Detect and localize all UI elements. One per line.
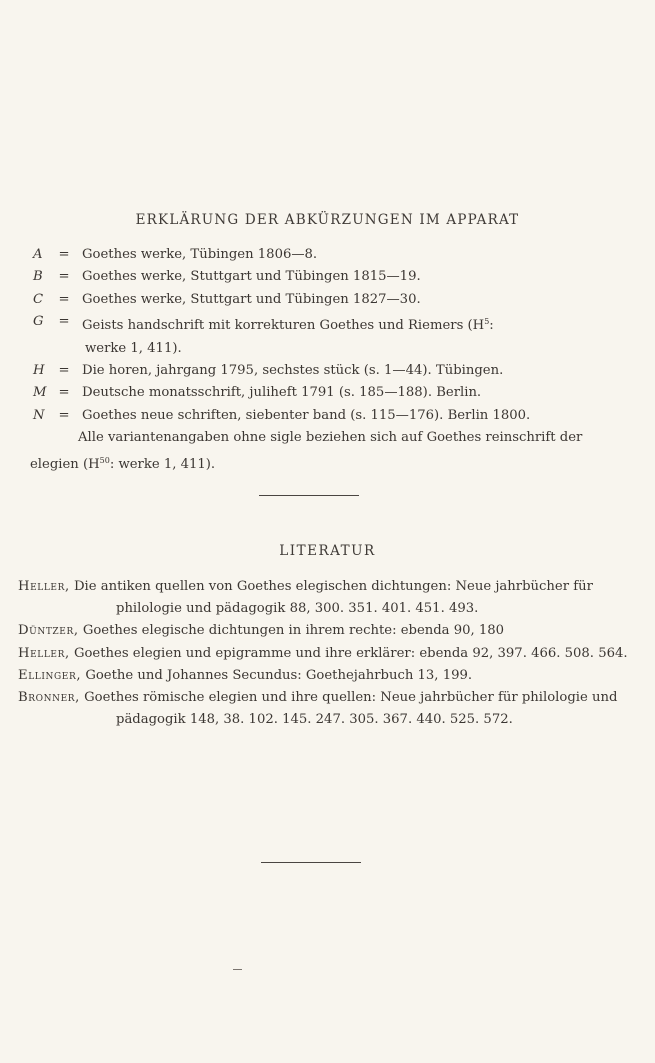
equals-sign: = <box>58 291 70 307</box>
abbreviation-entry <box>30 244 630 266</box>
abbreviation-entry <box>30 289 630 311</box>
superscript: 50 <box>99 455 110 465</box>
citation-text: Goethes römische elegien und ihre quellen: Neue jahrbücher für philologie und pädagogik 148, 38. 102. 145. 247. 305. 367. 440. 525. 572. <box>79 690 618 728</box>
abbreviation-text: Goethes werke, Stuttgart und Tübingen 1815—19. <box>82 269 421 285</box>
section-divider <box>261 862 361 863</box>
author-name: Bronner, <box>18 690 80 706</box>
abbreviation-entry <box>30 311 630 360</box>
literature-entry <box>18 576 628 620</box>
siglum: A <box>33 247 43 262</box>
abbreviations-list <box>30 244 630 476</box>
note-text-after: : werke 1, 411). <box>109 456 216 472</box>
abbreviation-text-after: : <box>489 318 494 334</box>
citation-text: Goethe und Johannes Secundus: Goethejahrbuch 13, 199. <box>81 667 473 683</box>
literature-heading: LITERATUR <box>279 543 376 559</box>
siglum: B <box>33 269 43 285</box>
equals-sign: = <box>58 314 70 330</box>
author-name: Heller, <box>18 579 70 594</box>
literature-entry <box>18 620 628 642</box>
citation-text: Goethes elegische dichtungen in ihrem rechte: ebenda 90, 180 <box>78 623 505 639</box>
siglum: M <box>33 385 47 401</box>
variants-note <box>30 427 630 476</box>
equals-sign: = <box>58 385 70 401</box>
equals-sign: = <box>58 269 70 285</box>
abbreviations-heading: ERKLÄRUNG DER ABKÜRZUNGEN IM APPARAT <box>135 212 520 228</box>
abbreviation-entry <box>30 360 630 382</box>
abbreviation-entry <box>30 382 630 404</box>
author-name: Ellinger, <box>18 667 82 683</box>
equals-sign: = <box>58 407 70 423</box>
literature-entry <box>18 643 628 665</box>
equals-sign: = <box>58 363 70 379</box>
literature-entry <box>18 687 628 731</box>
author-name: Düntzer, <box>18 623 79 639</box>
abbreviation-text: Deutsche monatsschrift, juliheft 1791 (s. 185—188). Berlin. <box>82 385 482 401</box>
citation-text: Die antiken quellen von Goethes elegischen dichtungen: Neue jahrbücher für philologie und pädagogik 88, 300. 351. 401. 451. 493. <box>69 579 593 617</box>
siglum: C <box>33 291 44 307</box>
abbreviation-entry <box>30 405 630 427</box>
abbreviation-text: Goethes neue schriften, siebenter band (s. 115—176). Berlin 1800. <box>82 407 531 423</box>
abbreviation-text: Geists handschrift mit korrekturen Goethes und Riemers (H <box>82 318 485 334</box>
abbreviation-text: Die horen, jahrgang 1795, sechstes stück (s. 1—44). Tübingen. <box>82 363 504 379</box>
siglum: G <box>33 314 44 330</box>
literature-list <box>18 576 628 731</box>
siglum: H <box>33 363 45 379</box>
citation-text: Goethes elegien und epigramme und ihre erklärer: ebenda 92, 397. 466. 508. 564. <box>69 645 628 661</box>
siglum: N <box>33 407 45 423</box>
literature-entry <box>18 665 628 687</box>
abbreviation-entry <box>30 266 630 288</box>
author-name: Heller, <box>18 645 70 661</box>
equals-sign: = <box>58 247 70 262</box>
abbreviation-text: Goethes werke, Tübingen 1806—8. <box>82 247 318 262</box>
note-text: Alle variantenangaben ohne sigle beziehen sich auf Goethes reinschrift der elegien (H <box>30 430 583 472</box>
superscript: 5 <box>484 317 490 327</box>
section-divider <box>259 495 359 496</box>
abbreviation-continuation: werke 1, 411). <box>85 340 182 356</box>
abbreviation-text: Goethes werke, Stuttgart und Tübingen 1827—30. <box>82 291 421 307</box>
page-mark <box>233 969 242 970</box>
